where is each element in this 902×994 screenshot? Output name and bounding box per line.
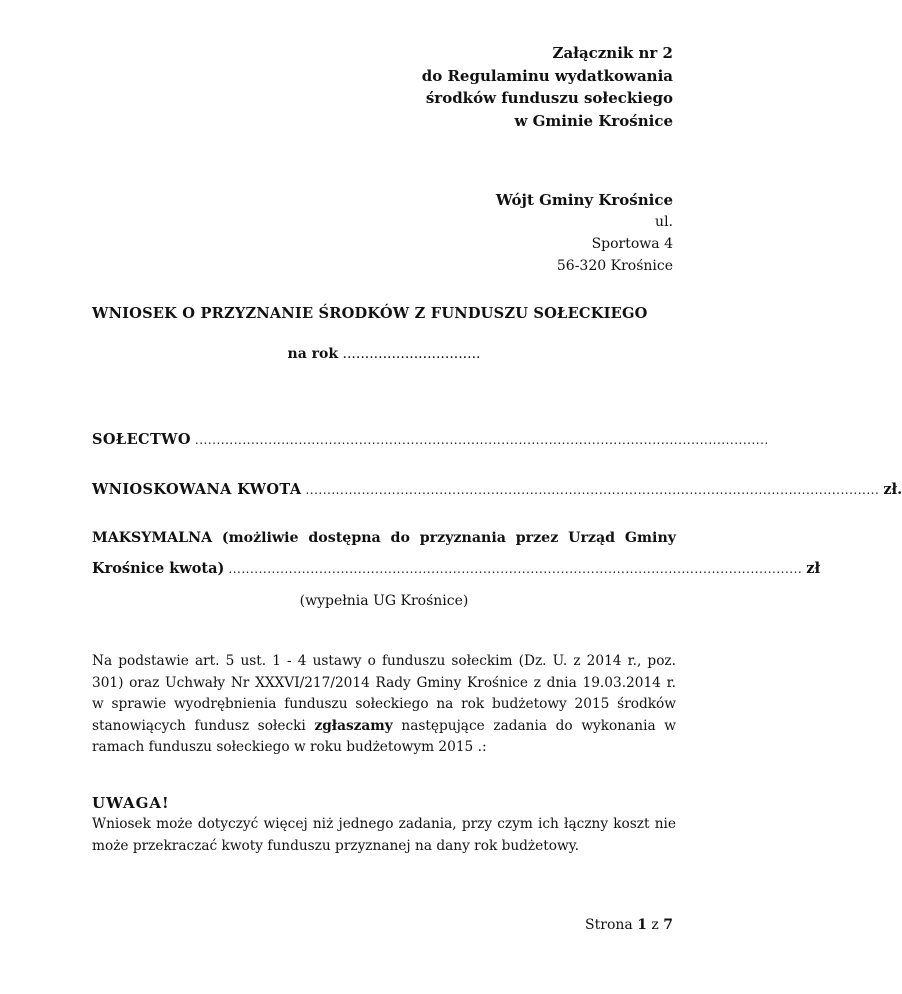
paragraph-bold-word: zgłaszamy	[314, 717, 393, 734]
solectwo-label: SOŁECTWO	[92, 431, 191, 448]
year-label: na rok	[287, 346, 339, 362]
paragraph-text-before: Na podstawie art. 5 ust. 1 - 4 ustawy o funduszu sołeckim (Dz. U. z 2014 r., poz. 301) oraz Uchwały Nr XXXVI/217/2014 Rady Gminy Krośnice z dnia 19.03.2014 r. w sprawie wyodrębnienia funduszu sołeckiego na rok budżetowy 2015 środków stanowiących fundusz sołecki	[92, 653, 676, 734]
fill-note: (wypełnia UG Krośnice)	[299, 593, 469, 609]
recipient-address	[496, 189, 673, 277]
recipient-street-prefix: ul.	[655, 214, 673, 230]
max-fill-field[interactable]: .....................................................................................................................................	[228, 562, 803, 576]
max-row	[92, 560, 821, 577]
max-unit: zł	[806, 560, 821, 577]
max-label-line1: MAKSYMALNA (możliwie dostępna do przyznania przez Urząd Gminy	[92, 530, 676, 546]
year-fill-field[interactable]: ...............................	[342, 346, 481, 362]
annex-header	[422, 42, 673, 132]
kwota-fill-field[interactable]: .....................................................................................................................................	[305, 483, 880, 497]
kwota-unit: zł.	[883, 481, 902, 498]
max-label-line2: Krośnice kwota)	[92, 560, 225, 577]
recipient-postal: 56-320 Krośnice	[556, 258, 673, 274]
page-number	[585, 917, 673, 933]
year-line	[0, 346, 768, 362]
warning-heading: UWAGA!	[92, 794, 170, 812]
kwota-row	[92, 481, 902, 498]
annex-line: do Regulaminu wydatkowania	[421, 66, 673, 85]
solectwo-fill-field[interactable]: .....................................................................................................................................	[194, 433, 769, 447]
document-title: WNIOSEK O PRZYZNANIE ŚRODKÓW Z FUNDUSZU SOŁECKIEGO	[92, 305, 648, 322]
recipient-name: Wójt Gminy Krośnice	[495, 191, 673, 209]
annex-line: w Gminie Krośnice	[514, 111, 673, 130]
current-page: 1	[637, 917, 647, 933]
warning-text: Wniosek może dotyczyć więcej niż jednego zadania, przy czym ich łączny koszt nie może przekraczać kwoty funduszu przyznanej na dany rok budżetowy.	[92, 816, 676, 854]
annex-line: Załącznik nr 2	[552, 44, 673, 62]
total-pages: 7	[663, 917, 673, 933]
annex-line: środków funduszu sołeckiego	[425, 89, 673, 107]
legal-basis-paragraph	[92, 651, 676, 759]
page-label: Strona	[585, 917, 633, 933]
recipient-street: Sportowa 4	[591, 236, 673, 252]
solectwo-row	[92, 431, 769, 448]
paragraph-text-after: następujące zadania do wykonania w ramach funduszu sołeckiego w roku budżetowym 2015 .:	[92, 717, 676, 755]
kwota-label: WNIOSKOWANA KWOTA	[92, 481, 302, 498]
page-of: z	[651, 917, 659, 933]
